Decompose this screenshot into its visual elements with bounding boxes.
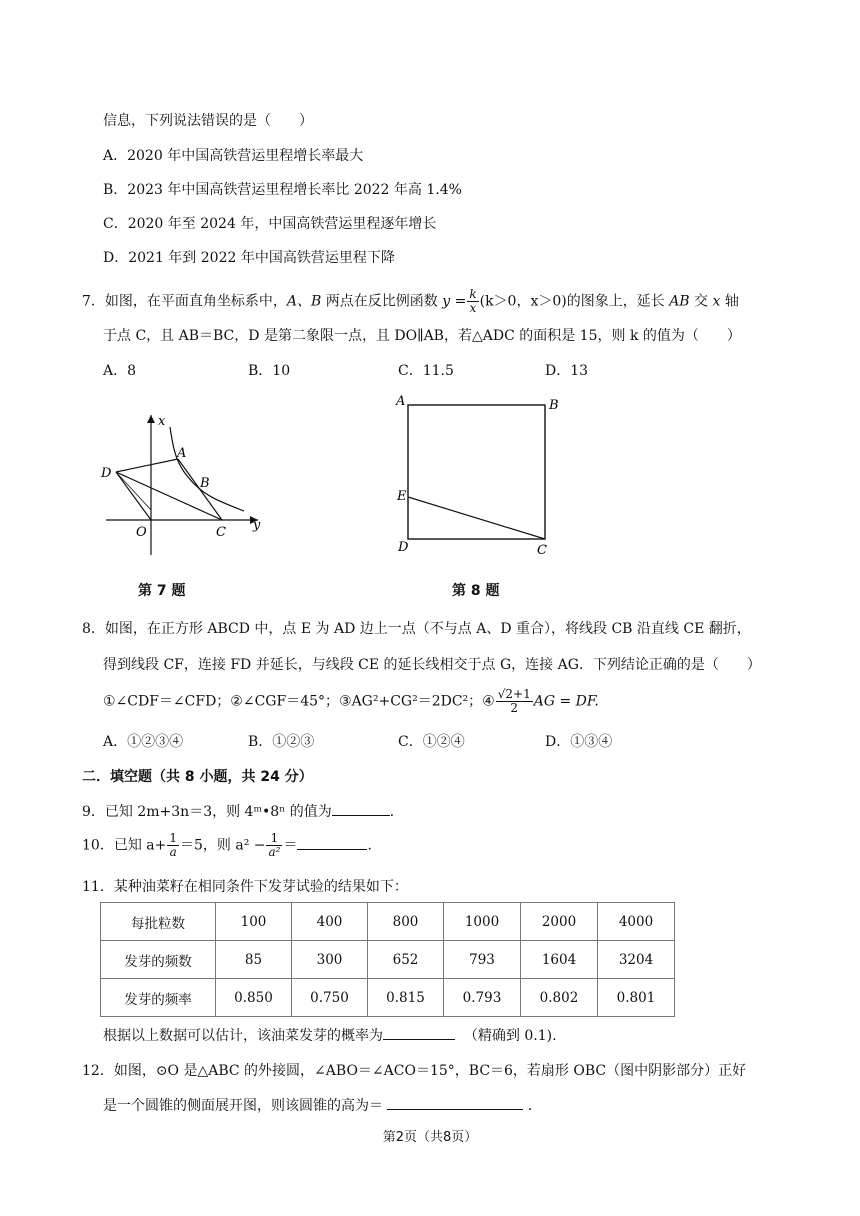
table-cell: 0.850 — [216, 979, 292, 1017]
q7-func-fraction: $\frac{k}{x}$ — [469, 287, 477, 315]
table-cell: 793 — [444, 941, 521, 979]
table-cell: 100 — [216, 903, 292, 941]
fig8-label-e: E — [397, 489, 407, 504]
figure-8 — [390, 388, 570, 558]
table-cell: 0.801 — [598, 979, 675, 1017]
fig7-label-x: x — [158, 414, 166, 429]
q7-line2: 于点 C，且 AB＝BC，D 是第二象限一点，且 DO∥AB，若△ADC 的面积是 15，则 k 的值为（ ） — [103, 328, 741, 344]
q11-table — [100, 902, 675, 1017]
q6-stem-tail: 信息，下列说法错误的是（ ） — [103, 113, 313, 129]
figure-7 — [98, 405, 268, 560]
table-cell: 1604 — [521, 941, 598, 979]
section-2-heading: 二．填空题（共 8 小题，共 24 分） — [82, 769, 313, 785]
table-cell: 0.802 — [521, 979, 598, 1017]
q10-frac-1: $\frac{1}{a}$ — [169, 831, 177, 859]
table-cell: 0.815 — [368, 979, 444, 1017]
q6-option-c: C．2020 年至 2024 年，中国高铁营运里程逐年增长 — [103, 216, 437, 232]
q8-option-d: D．①③④ — [545, 734, 613, 750]
table-row — [101, 979, 675, 1017]
q8-c4-fraction: $\frac{√2+1}{2}$ — [497, 687, 531, 715]
table-cell: 300 — [292, 941, 368, 979]
q6-option-d: D．2021 年到 2022 年中国高铁营运里程下降 — [103, 250, 395, 266]
q7-option-d: D．13 — [545, 363, 589, 379]
fig7-label-d: D — [101, 466, 112, 481]
table-cell: 0.793 — [444, 979, 521, 1017]
table-cell: 3204 — [598, 941, 675, 979]
q10-frac-2: $\frac{1}{\text{a²}}$ — [268, 831, 281, 859]
q7-line1: 7．如图，在平面直角坐标系中，A、B 两点在反比例函数 y = $\frac{k}{x}$ (k＞0，x＞0)的图象上，延长 AB 交 x 轴 — [82, 287, 739, 315]
q11-after: 根据以上数据可以估计，该油菜发芽的概率为 （精确到 0.1). — [103, 1028, 557, 1044]
q9: 9．已知 2m+3n＝3，则 4ᵐ•8ⁿ 的值为 ． — [82, 804, 404, 820]
fig7-label-c: C — [216, 525, 226, 540]
q8-option-a: A．①②③④ — [103, 734, 184, 750]
q8-option-b: B．①②③ — [248, 734, 315, 750]
q6-option-b: B．2023 年中国高铁营运里程增长率比 2022 年高 1.4% — [103, 182, 462, 198]
table-row — [101, 941, 675, 979]
fig8-label-d: D — [398, 540, 409, 555]
table-row-header: 每批粒数 — [101, 903, 216, 941]
q12-line1: 12．如图，⊙O 是△ABC 的外接圆，∠ABO＝∠ACO＝15°，BC＝6，若扇形 OBC（图中阴影部分）正好 — [82, 1063, 747, 1079]
q8-line2: 得到线段 CF，连接 FD 并延长，与线段 CE 的延长线相交于点 G，连接 AG．下列结论正确的是（ ） — [103, 657, 761, 673]
table-cell: 800 — [368, 903, 444, 941]
q7-option-b: B．10 — [248, 363, 291, 379]
fig7-label-a: A — [177, 446, 187, 461]
table-cell: 652 — [368, 941, 444, 979]
table-cell: 400 — [292, 903, 368, 941]
table-cell: 4000 — [598, 903, 675, 941]
q6-option-a: A．2020 年中国高铁营运里程增长率最大 — [103, 148, 364, 164]
q7-option-a: A．8 — [103, 363, 137, 379]
q12-line2: 是一个圆锥的侧面展开图，则该圆锥的高为＝ ． — [103, 1098, 542, 1114]
fig7-caption: 第 7 题 — [138, 583, 186, 599]
q11-stem: 11．某种油菜籽在相同条件下发芽试验的结果如下： — [82, 879, 408, 895]
table-cell: 0.750 — [292, 979, 368, 1017]
fig7-label-o: O — [136, 525, 147, 540]
table-row — [101, 903, 675, 941]
table-row-header: 发芽的频率 — [101, 979, 216, 1017]
table-cell: 1000 — [444, 903, 521, 941]
q7-option-c: C．11.5 — [398, 363, 454, 379]
q10: 10．已知 a+ $\frac{1}{a}$ ＝5，则 a² − $\frac{1}{\text{a²}}$ ＝ . — [82, 831, 372, 859]
q8-option-c: C．①②④ — [398, 734, 465, 750]
q8-conclusions: ①∠CDF＝∠CFD；②∠CGF＝45°；③AG²+CG²＝2DC²；④ $\frac{√2+1}{2}$ AG = DF. — [103, 687, 599, 715]
page-footer: 第2页（共8页） — [382, 1130, 478, 1145]
fig8-label-b: B — [549, 398, 559, 413]
fig7-label-b: B — [200, 476, 210, 491]
table-row-header: 发芽的频数 — [101, 941, 216, 979]
fig7-label-y: y — [253, 518, 261, 533]
table-cell: 2000 — [521, 903, 598, 941]
fig8-label-c: C — [537, 543, 547, 558]
table-cell: 85 — [216, 941, 292, 979]
fig8-caption: 第 8 题 — [452, 583, 500, 599]
q8-line1: 8．如图，在正方形 ABCD 中，点 E 为 AD 边上一点（不与点 A、D 重合），将线段 CB 沿直线 CE 翻折， — [82, 621, 751, 637]
fig8-label-a: A — [396, 394, 406, 409]
